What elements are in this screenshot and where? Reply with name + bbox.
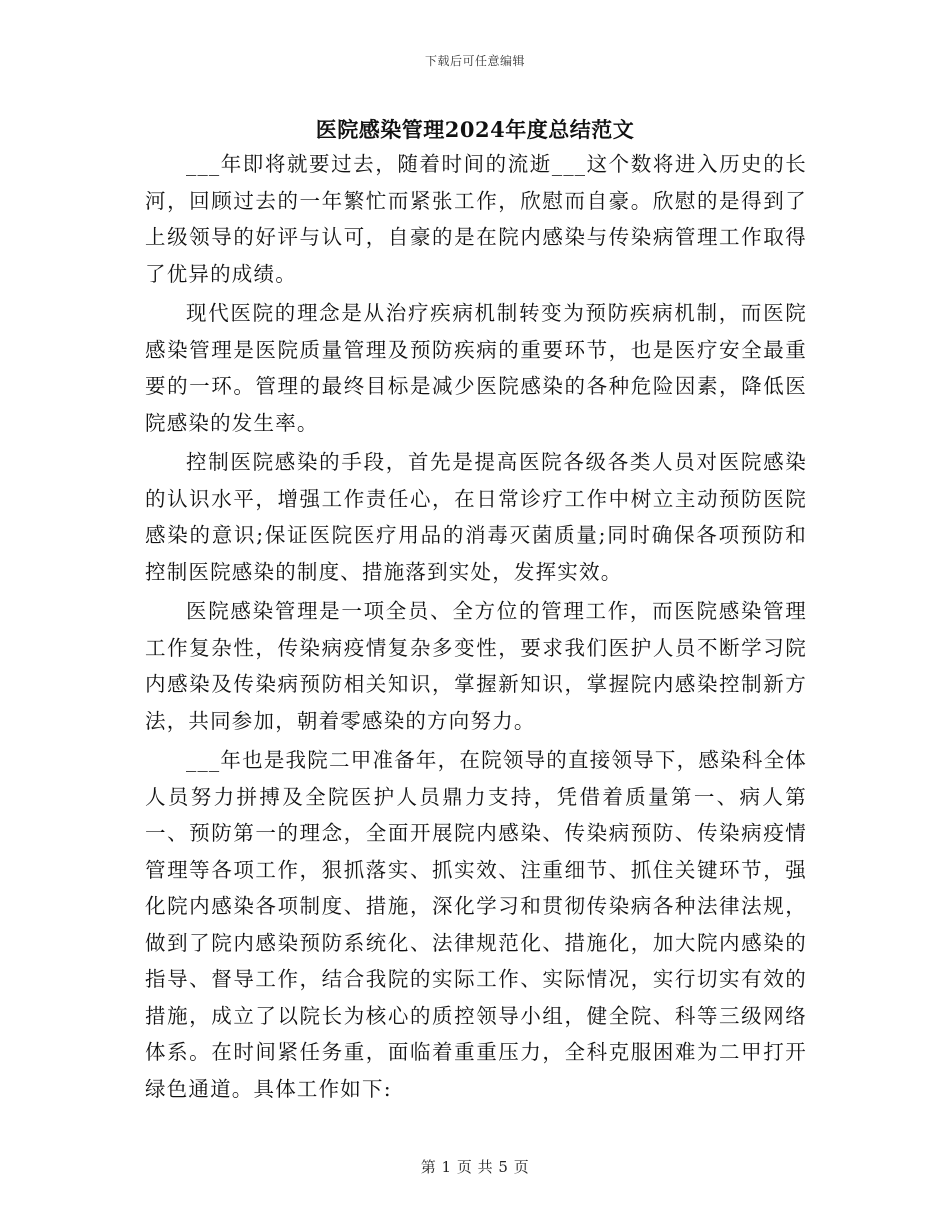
page-number: 第 1 页 共 5 页 <box>420 1158 530 1176</box>
document-body <box>145 146 807 1107</box>
paragraph-1: ___年即将就要过去，随着时间的流逝___这个数将进入历史的长河，回顾过去的一年繁忙而紧张工作，欣慰而自豪。欣慰的是得到了上级领导的好评与认可，自豪的是在院内感染与传染病管理工作取得了优异的成绩。 <box>145 152 807 286</box>
paragraph-3: 控制医院感染的手段，首先是提高医院各级各类人员对医院感染的认识水平，增强工作责任心，在日常诊疗工作中树立主动预防医院感染的意识;保证医院医疗用品的消毒灭菌质量;同时确保各项预防和控制医院感染的制度、措施落到实处，发挥实效。 <box>145 450 807 584</box>
paragraph-2: 现代医院的理念是从治疗疾病机制转变为预防疾病机制，而医院感染管理是医院质量管理及预防疾病的重要环节，也是医疗安全最重要的一环。管理的最终目标是减少医院感染的各种危险因素，降低医院感染的发生率。 <box>145 301 807 435</box>
page-header-note: 下载后可任意编辑 <box>424 54 525 68</box>
paragraph-5: ___年也是我院二甲准备年，在院领导的直接领导下，感染科全体人员努力拼搏及全院医护人员鼎力支持，凭借着质量第一、病人第一、预防第一的理念，全面开展院内感染、传染病预防、传染病疫情管理等各项工作，狠抓落实、抓实效、注重细节、抓住关键环节，强化院内感染各项制度、措施，深化学习和贯彻传染病各种法律法规，做到了院内感染预防系统化、法律规范化、措施化，加大院内感染的指导、督导工作，结合我院的实际工作、实际情况，实行切实有效的措施，成立了以院长为核心的质控领导小组，健全院、科等三级网络体系。在时间紧任务重，面临着重重压力，全科克服困难为二甲打开绿色通道。具体工作如下: <box>145 748 807 1101</box>
paragraph-4: 医院感染管理是一项全员、全方位的管理工作，而医院感染管理工作复杂性，传染病疫情复杂多变性，要求我们医护人员不断学习院内感染及传染病预防相关知识，掌握新知识，掌握院内感染控制新方法，共同参加，朝着零感染的方向努力。 <box>145 599 807 733</box>
document-title: 医院感染管理2024年度总结范文 <box>315 117 635 142</box>
